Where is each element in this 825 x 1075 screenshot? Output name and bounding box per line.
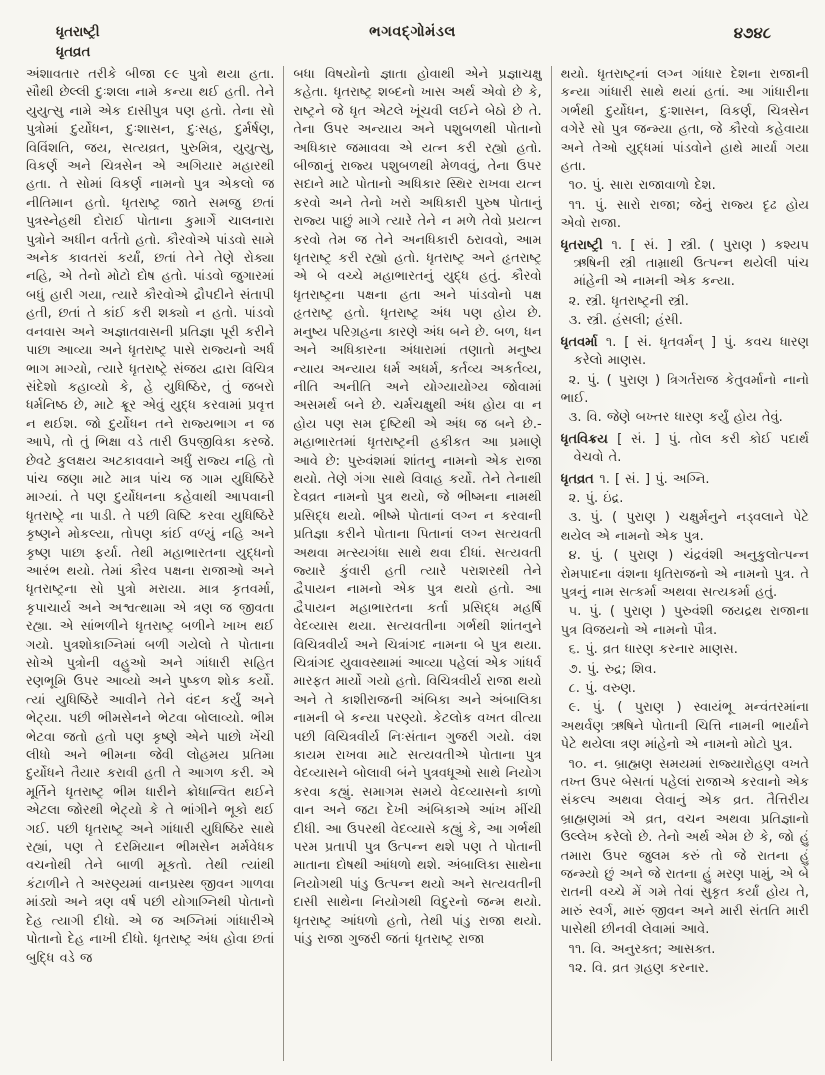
entry-headword: ધૃતવ્રત xyxy=(560,471,600,487)
entry-headword: ધૃતવર્મા xyxy=(560,334,606,350)
text-paragraph: અંશાવતાર તરીકે બીજા ૯૯ પુત્રો થયા હતા. સૌથી છેલ્લી દુઃશલા નામે કન્યા થઈ હતી. તેને યુયુત્સુ નામે એક દાસીપુત્ર પણ હતો. તેના સો પુત્રોમાં દુર્યોધન, દુઃશાસન, દુઃસહ, દુર્મર્ષણ, વિવિંશતિ, જય, સત્યવ્રત, પુરુમિત્ર, યુયુત્સુ, વિકર્ણ અને ચિત્રસેન એ અગિયાર મહારથી હતા. તે સોમાં વિકર્ણ નામનો પુત્ર એકલો જ નીતિમાન હતો. ધૃતરાષ્ટ્ર જાતે સમજુ છતાં પુત્રસ્નેહથી દોરાઈ પોતાના કુમાર્ગે ચાલનારા પુત્રોને અધીન વર્તતો હતો. કૌરવોએ પાંડવો સામે અનેક કાવતરાં કર્યાં, છતાં તેને તેણે રોક્યા નહિ, એ તેનો મોટો દોષ હતો. પાંડવો જુગારમાં બધું હારી ગયા, ત્યારે કૌરવોએ દ્રૌપદીને સંતાપી હતી, છતાં તે કાંઈ કરી શક્યો ન હતો. પાંડવો વનવાસ અને અજ્ઞાતવાસની પ્રતિજ્ઞા પૂરી કરીને પાછા આવ્યા અને ધૃતરાષ્ટ્ર પાસે રાજ્યનો અર્ધ ભાગ માગ્યો, ત્યારે ધૃતરાષ્ટ્રે સંજય દ્વારા વિચિત્ર સંદેશો કહાવ્યો કે, હે યુધિષ્ઠિર, તું જબરો ધર્મનિષ્ઠ છે, માટે ક્રૂર એવું યુદ્ધ કરવામાં પ્રવૃત્ત ન થઈશ. જો દુર્યોધન તને રાજ્યભાગ ન જ આપે, તો તું ભિક્ષા વડે તારી ઉપજીવિકા કરજે. છેવટે કુલક્ષય અટકાવવાને અર્ધું રાજ્ય નહિ તો પાંચ જણા માટે માત્ર પાંચ જ ગામ યુધિષ્ઠિરે માગ્યાં. તે પણ દુર્યોધનના કહેવાથી આપવાની ધૃતરાષ્ટ્રે ના પાડી. તે પછી વિષ્ટિ કરવા યુધિષ્ઠિરે કૃષ્ણને મોકલ્યા, તોપણ કાંઈ વળ્યું નહિ અને કૃષ્ણ પાછા ફર્યા. તેથી મહાભારતના યુદ્ધનો આરંભ થયો. તેમાં કૌરવ પક્ષના રાજાઓ અને ધૃતરાષ્ટ્રના સો પુત્રો મરાયા. માત્ર કૃતવર્મા, કૃપાચાર્ય અને અશ્વત્થામા એ ત્રણ જ જીવતા રહ્યા. એ સાંભળીને ધૃતરાષ્ટ્ર બળીને ખાખ થઈ ગયો. પુત્રશોકાગ્નિમાં બળી ગયેલો તે પોતાના સોએ પુત્રોની વહુઓ અને ગાંધારી સહિત રણભૂમિ ઉપર આવ્યો અને પુષ્કળ શોક કર્યો. ત્યાં યુધિષ્ઠિરે આવીને તેને વંદન કર્યું અને ભેટ્યા. પછી ભીમસેનને ભેટવા બોલાવ્યો. ભીમ ભેટવા જતો હતો પણ કૃષ્ણે એને પાછો ખેંચી લીધો અને ભીમના જેવી લોહમય પ્રતિમા દુર્યોધને તૈયાર કરાવી હતી તે આગળ કરી. એ મૂર્તિને ધૃતરાષ્ટ્ર ભીમ ધારીને ક્રોધાન્વિત થઈને એટલા જોરથી ભેટ્યો કે તે ભાંગીને ભૂકો થઈ ગઈ. પછી ધૃતરાષ્ટ્ર અને ગાંધારી યુધિષ્ઠિર સાથે રહ્યાં, પણ તે દરમિયાન ભીમસેન મર્મવેધક વચનોથી તેને બાળી મૂકતો. તેથી ત્યાંથી કંટાળીને તે અરણ્યમાં વાનપ્રસ્થ જીવન ગાળવા માંડ્યો અને ત્રણ વર્ષ પછી યોગાગ્નિથી પોતાનો દેહ ત્યાગી દીધો. એ જ અગ્નિમાં ગાંધારીએ પોતાનો દેહ નાખી દીધો. ધૃતરાષ્ટ્ર અંધ હોવા છતાં બુદ્ધિ વડે જ xyxy=(26,67,275,966)
page-number: ૪૭૪૮ xyxy=(733,24,771,42)
sense-definition: ૨. સ્ત્રી. ધૃતરાષ્ટ્રની સ્ત્રી. xyxy=(568,293,689,309)
dictionary-entry: ધૃતવિક્રય [ સં. ] પું. તોલ કરી કોઈ પદાર્થ વેચવો તે. xyxy=(560,431,809,466)
sense-definition: ૩. વિ. જેણે બખ્તર ધારણ કર્યું હોય તેવું. xyxy=(568,410,783,426)
dictionary-entry: ધૃતવર્મા ૧. [ સં. ધૃતવર્મન્ ] પું. કવચ ધારણ કરેલો માણસ. xyxy=(560,334,809,369)
sense-definition: ૫. પું. ( પુરાણ ) પુરુવંશી જયદ્રથ રાજાના પુત્ર વિજયનો એ નામનો પૌત્ર. xyxy=(560,604,809,638)
column-2 xyxy=(293,66,541,1061)
sense-definition: ૨. પું. ઇંદ્ર. xyxy=(568,490,624,506)
entry-headword: ધૃતરાષ્ટ્રી xyxy=(560,237,612,253)
text-paragraph: બધા વિષયોનો જ્ઞાતા હોવાથી એને પ્રજ્ઞાચક્ષુ કહેતા. ધૃતરાષ્ટ્ર શબ્દનો ખાસ અર્થ એવો છે કે, રાષ્ટ્રને જે ધૃત એટલે ખૂંચવી લઈને બેઠો છે તે. તેના ઉપર અન્યાય અને પશુબળથી પોતાનો અધિકાર જમાવવા એ યત્ન કરી રહ્યો હતો. બીજાનું રાજ્ય પશુબળથી મેળવવું, તેના ઉપર સદાને માટે પોતાનો અધિકાર સ્થિર રાખવા યત્ન કરવો અને તેનો ખરો અધિકારી પુરુષ પોતાનું રાજ્ય પાછું માગે ત્યારે તેને ન મળે તેવો પ્રયત્ન કરવો તેમ જ તેને અનધિકારી ઠરાવવો, આમ ધૃતરાષ્ટ્ર કરી રહ્યો હતો. ધૃતરાષ્ટ્ર અને હૃતરાષ્ટ્ર એ બે વચ્ચે મહાભારતનું યુદ્ધ હતું. કૌરવો ધૃતરાષ્ટ્રના પક્ષના હતા અને પાંડવોનો પક્ષ હૃતરાષ્ટ્ર હતો. ધૃતરાષ્ટ્ર અંધ પણ હોય છે. મનુષ્ય પરિગ્રહના કારણે અંધ બને છે. બળ, ધન અને અધિકારના અંધારામાં તણાતો મનુષ્ય ન્યાય અન્યાય ધર્મ અધર્મ, કર્તવ્ય અકર્તવ્ય, નીતિ અનીતિ અને યોગ્યાયોગ્ય જોવામાં અસમર્થ બને છે. ચર્મચક્ષુથી અંધ હોય વા ન હોય પણ સમ દૃષ્ટિથી એ અંધ જ બને છે.- મહાભારતમાં ધૃતરાષ્ટ્રની હકીકત આ પ્રમાણે આવે છે: પુરુવંશમાં શાંતનુ નામનો એક રાજા થયો. તેણે ગંગા સાથે વિવાહ કર્યો. તેને તેનાથી દેવવ્રત નામનો પુત્ર થયો, જે ભીષ્મના નામથી પ્રસિદ્ધ થયો. ભીષ્મે પોતાનાં લગ્ન ન કરવાની પ્રતિજ્ઞા કરીને પોતાના પિતાનાં લગ્ન સત્યવતી અથવા મત્સ્યગંધા સાથે થવા દીધાં. સત્યવતી જ્યારે કુંવારી હતી ત્યારે પરાશરથી તેને દ્વૈપાયન નામનો એક પુત્ર થયો હતો. આ દ્વૈપાયન મહાભારતના કર્તા પ્રસિદ્ધ મહર્ષિ વેદવ્યાસ થયા. સત્યવતીના ગર્ભથી શાંતનુને વિચિત્રવીર્ય અને ચિત્રાંગદ નામના બે પુત્ર થયા. ચિત્રાંગદ યુવાવસ્થામાં આવ્યા પહેલાં એક ગાંધર્વ મારફત માર્યો ગયો હતો. વિચિત્રવીર્ય રાજા થયો અને તે કાશીરાજની અંબિકા અને અંબાલિકા નામની બે કન્યા પરણ્યો. કેટલોક વખત વીત્યા પછી વિચિત્રવીર્ય નિઃસંતાન ગુજરી ગયો. વંશ કાયમ રાખવા માટે સત્યવતીએ પોતાના પુત્ર વેદવ્યાસને બોલાવી બંને પુત્રવધૂઓ સાથે નિયોગ કરવા કહ્યું. સમાગમ સમયે વેદવ્યાસનો કાળો વાન અને જટા દેખી અંબિકાએ આંખ મીંચી દીધી. આ ઉપરથી વેદવ્યાસે કહ્યું કે, આ ગર્ભથી પરમ પ્રતાપી પુત્ર ઉત્પન્ન થશે પણ તે પોતાની માતાના દોષથી આંધળો થશે. અંબાલિકા સાથેના નિયોગથી પાંડુ ઉત્પન્ન થયો અને સત્યવતીની દાસી સાથેના નિયોગથી વિદુરનો જન્મ થયો. ધૃતરાષ્ટ્ર આંધળો હતો, તેથી પાંડુ રાજા થયો. પાંડુ રાજા ગુજરી જતાં ધૃતરાષ્ટ્ર રાજા xyxy=(293,67,542,948)
dictionary-entry: ધૃતરાષ્ટ્રી ૧. [ સં. ] સ્ત્રી. ( પુરાણ ) કશ્યપ ઋષિની સ્ત્રી તામ્રાથી ઉત્પન્ન થયેલી પાંચ માંહેની એ નામની એક કન્યા. xyxy=(560,237,809,290)
sense-definition: ૧૧. પું. સારો રાજા; જેનું રાજ્ય દૃઢ હોય એવો રાજા. xyxy=(560,197,809,232)
text-columns xyxy=(26,66,809,1061)
entry-headword: ધૃતવિક્રય xyxy=(560,431,618,447)
text-paragraph: થયો. ધૃતરાષ્ટ્રનાં લગ્ન ગાંધાર દેશના રાજાની કન્યા ગાંધારી સાથે થયાં હતાં. આ ગાંધારીના ગર્ભથી દુર્યોધન, દુઃશાસન, વિકર્ણ, ચિત્રસેન વગેરે સો પુત્ર જન્મ્યા હતા, જે કૌરવો કહેવાયા અને તેઓ યુદ્ધમાં પાંડવોને હાથે માર્યા ગયા હતા. xyxy=(560,67,809,175)
dictionary-entry: ધૃતવ્રત ૧. [ સં. ] પું. અગ્નિ. xyxy=(560,471,710,487)
sense-definition: ૭. પું. રુદ્ર; શિવ. xyxy=(568,661,657,677)
column-divider-left xyxy=(283,66,284,1061)
sense-definition: ૧૧. વિ. અનુરક્ત; આસક્ત. xyxy=(568,941,716,957)
sense-definition: ૧૨. વિ. વ્રત ગ્રહણ કરનાર. xyxy=(568,961,709,977)
sense-definition: ૮. પું. વરુણ. xyxy=(568,681,636,696)
column-3 xyxy=(561,66,809,1061)
sense-definition: ૧૦. પું. સારા રાજાવાળો દેશ. xyxy=(568,178,716,194)
sense-definition: ૩. પું. ( પુરાણ ) ચક્ષુર્મનુને નડ્વલાને પેટે થયેલ એ નામનો એક પુત્ર. xyxy=(560,510,809,544)
sense-definition: ૧૦. ન. બ્રાહ્મણ સમયમાં રાજ્યારોહણ વખતે તખ્ત ઉપર બેસતાં પહેલાં રાજાએ કરવાનો એક સંકલ્પ અથવા લેવાનું એક વ્રત. તૈત્તિરીય બ્રાહ્મણમાં એ વ્રત, વચન અથવા પ્રતિજ્ઞાનો ઉલ્લેખ કરેલો છે. તેનો અર્થ એમ છે કે, જો હું તમારા ઉપર જુલમ કરું તો જે રાતના હું જન્મ્યો છું અને જે રાતના હું મરણ પામું, એ બે રાતની વચ્ચે મેં ગમે તેવાં સુકૃત કર્યાં હોય તે, મારું સ્વર્ગ, મારું જીવન અને મારી સંતતિ મારી પાસેથી છીનવી લેવામાં આવે. xyxy=(560,756,809,938)
book-title: ભગવદ્ગોમંડલ xyxy=(369,24,456,40)
running-head-first-word: ધૃતરાષ્ટ્રી xyxy=(56,24,100,40)
column-divider-right xyxy=(551,66,552,1061)
sense-definition: ૯. પું. ( પુરાણ ) સ્વાયંભૂ મન્વંતરમાંના અથર્વણ ઋષિને પોતાની ચિત્તિ નામની ભાર્યાને પેટે થયેલા ત્રણ માંહેનો એ નામનો મોટો પુત્ર. xyxy=(560,700,809,753)
sense-definition: ૬. પું. વ્રત ધારણ કરનાર માણસ. xyxy=(568,642,738,658)
sense-definition: ૪. પું. ( પુરાણ ) ચંદ્રવંશી અનુકુલોત્પન્ન રોમપાદના વંશના ધૃતિરાજનો એ નામનો પુત્ર. તે પુત્રનું નામ સત્કર્મા અથવા સત્યકર્મા હતું. xyxy=(560,548,809,600)
sense-definition: ૨. પું. ( પુરાણ ) ત્રિગર્તરાજ કેતુવર્માનો નાનો ભાઈ. xyxy=(560,372,809,406)
running-head-last-word: ધૃતવ્રત xyxy=(56,44,91,60)
column-1 xyxy=(26,66,274,1061)
sense-definition: ૩. સ્ત્રી. હંસલી; હંસી. xyxy=(568,313,683,329)
